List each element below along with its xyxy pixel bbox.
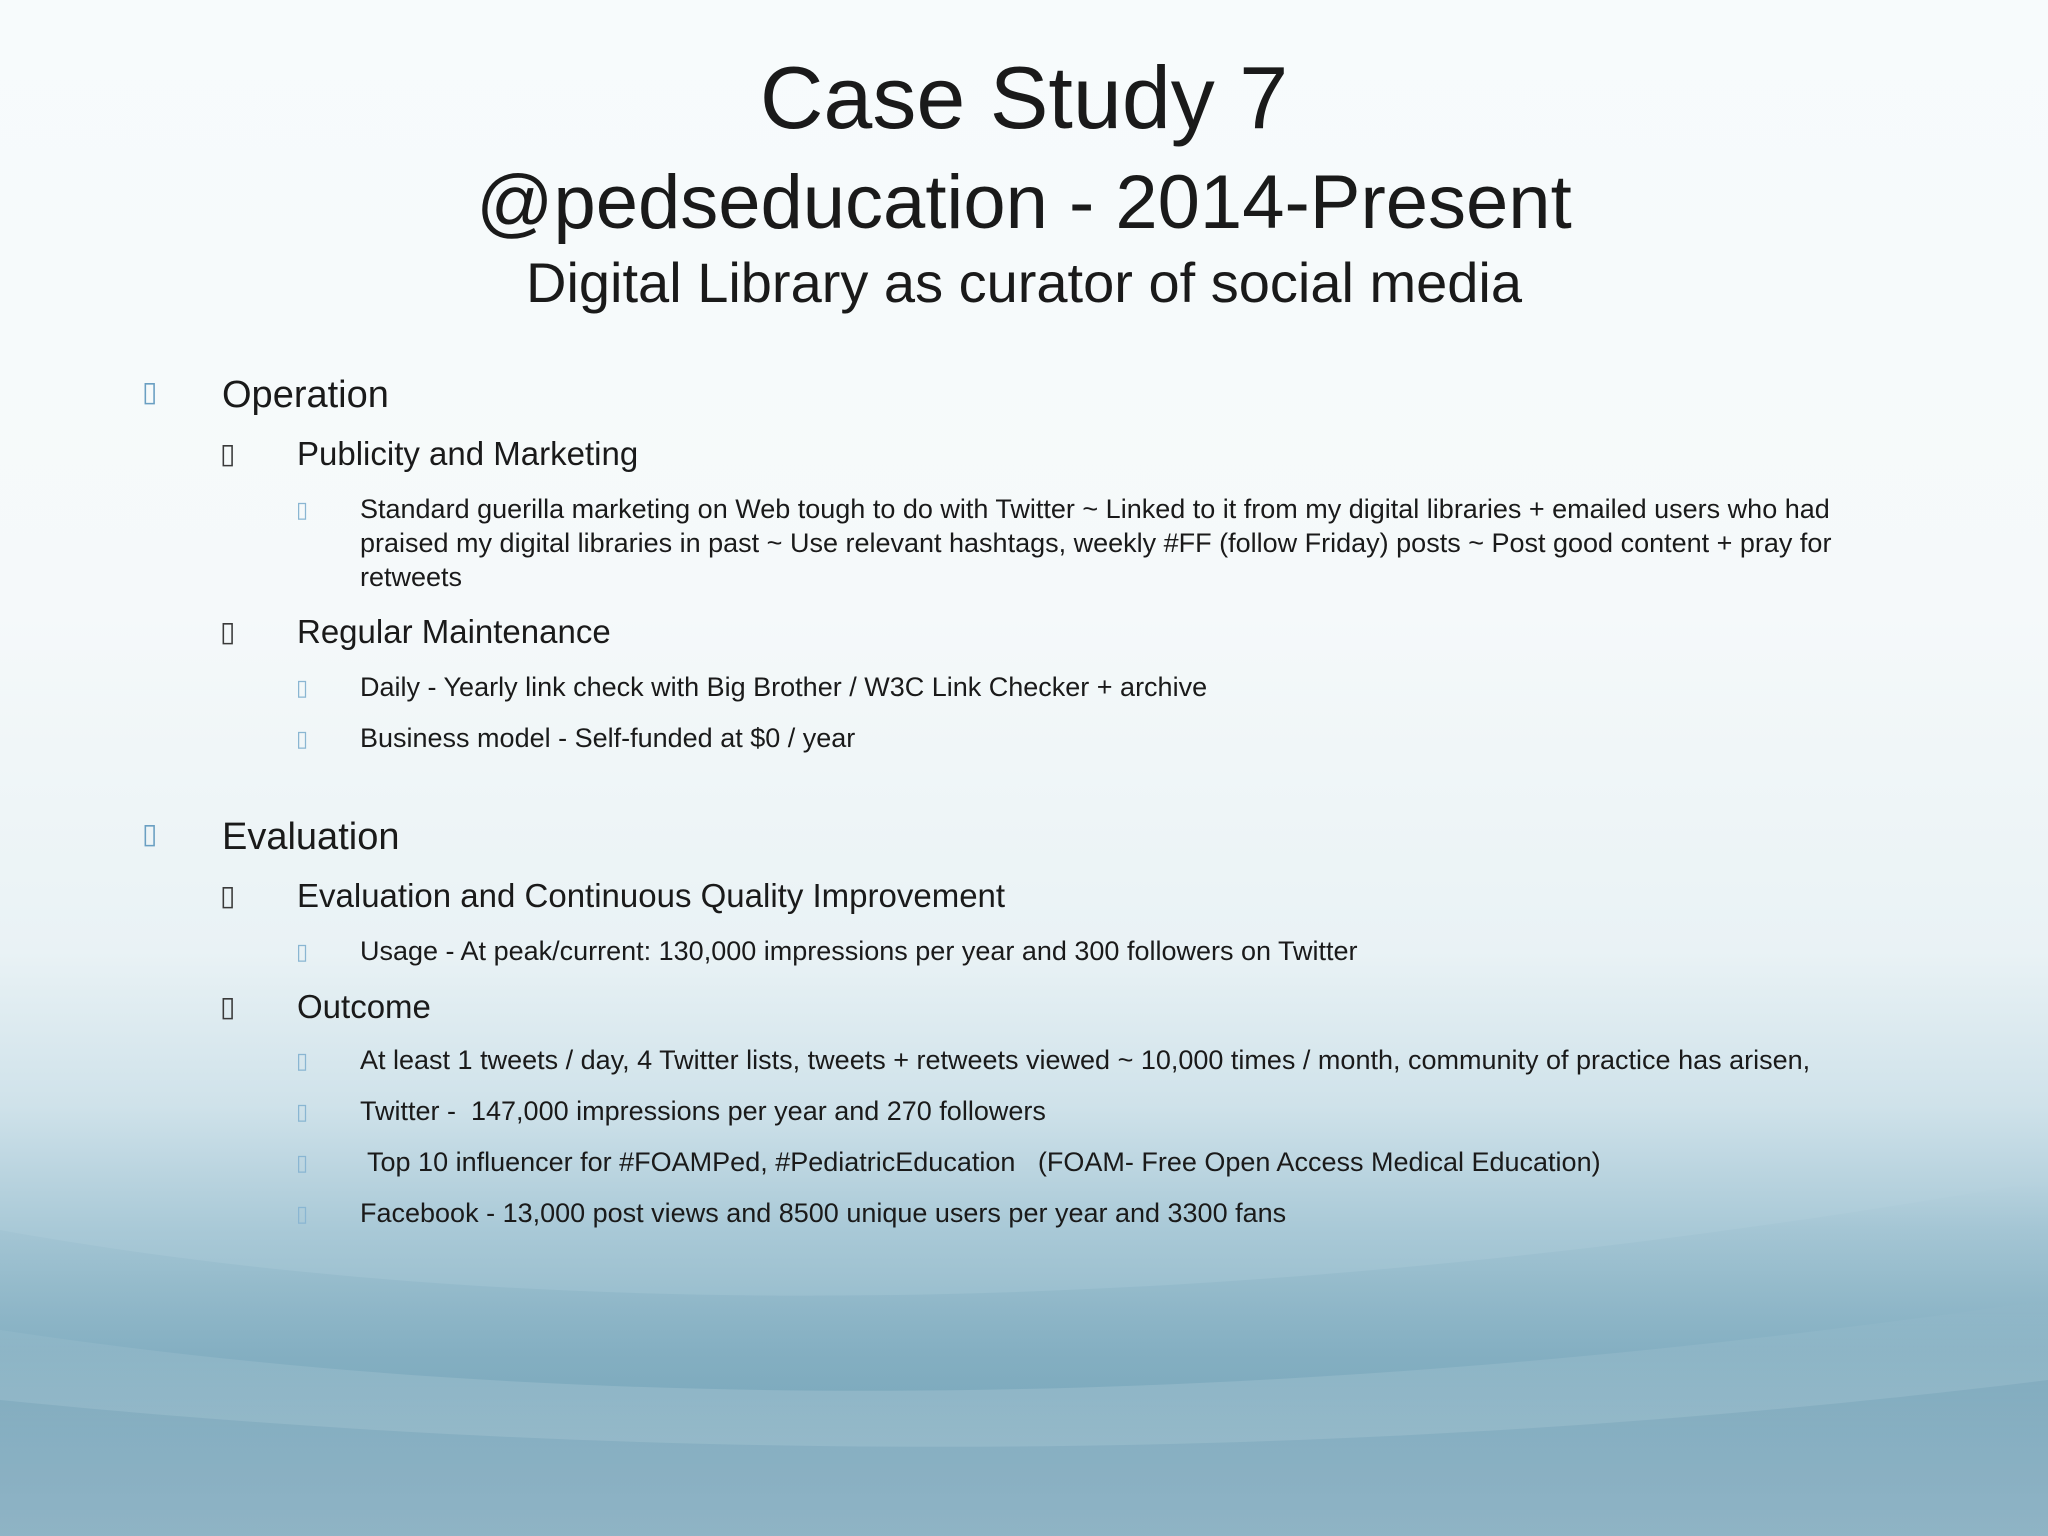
operation-heading: Operation xyxy=(222,374,389,416)
bullet-square-icon: ▯ xyxy=(296,675,309,700)
list-item: Facebook - 13,000 post views and 8500 unique users per year and 3300 fans xyxy=(360,1198,1287,1228)
list-item: Daily - Yearly link check with Big Brother / W3C Link Checker + archive xyxy=(360,672,1208,702)
slide-title: Case Study 7 xyxy=(759,48,1289,147)
quality-heading: Evaluation and Continuous Quality Improvement xyxy=(297,877,1006,914)
evaluation-heading: Evaluation xyxy=(222,816,400,858)
bullet-square-icon: ▯ xyxy=(296,1201,309,1226)
list-item: Usage - At peak/current: 130,000 impressions per year and 300 followers on Twitter xyxy=(360,936,1358,966)
slide-subtitle: @pedseducation - 2014-Present xyxy=(476,160,1572,245)
list-item: Twitter - 147,000 impressions per year and 270 followers xyxy=(360,1096,1046,1126)
bullet-square-icon: ▯ xyxy=(296,726,309,751)
list-item: At least 1 tweets / day, 4 Twitter lists, tweets + retweets viewed ~ 10,000 times / month, community of practice has arisen, xyxy=(360,1045,1811,1075)
list-item: Standard guerilla marketing on Web tough to do with Twitter ~ Linked to it from my digital libraries + emailed users who had praised my digital libraries in past ~ Use relevant hashtags, weekly #FF (follow Friday) posts ~ Post good content + pray for retweets xyxy=(360,494,1832,592)
bullet-square-icon: ▯ xyxy=(220,880,236,911)
bullet-square-icon: ▯ xyxy=(296,497,309,522)
bullet-square-icon: ▯ xyxy=(142,818,158,849)
maintenance-heading: Regular Maintenance xyxy=(297,613,611,650)
bullet-square-icon: ▯ xyxy=(220,616,236,647)
bullet-square-icon: ▯ xyxy=(296,939,309,964)
list-item: Top 10 influencer for #FOAMPed, #PediatricEducation (FOAM- Free Open Access Medical Education) xyxy=(360,1147,1601,1177)
publicity-heading: Publicity and Marketing xyxy=(297,435,639,472)
bullet-square-icon: ▯ xyxy=(220,438,236,469)
outcome-heading: Outcome xyxy=(297,988,431,1025)
slide-tagline: Digital Library as curator of social media xyxy=(526,251,1522,314)
bullet-square-icon: ▯ xyxy=(296,1150,309,1175)
bullet-square-icon: ▯ xyxy=(296,1048,309,1073)
bullet-square-icon: ▯ xyxy=(142,376,158,407)
list-item: Business model - Self-funded at $0 / year xyxy=(360,723,856,753)
bullet-square-icon: ▯ xyxy=(220,991,236,1022)
bullet-square-icon: ▯ xyxy=(296,1099,309,1124)
